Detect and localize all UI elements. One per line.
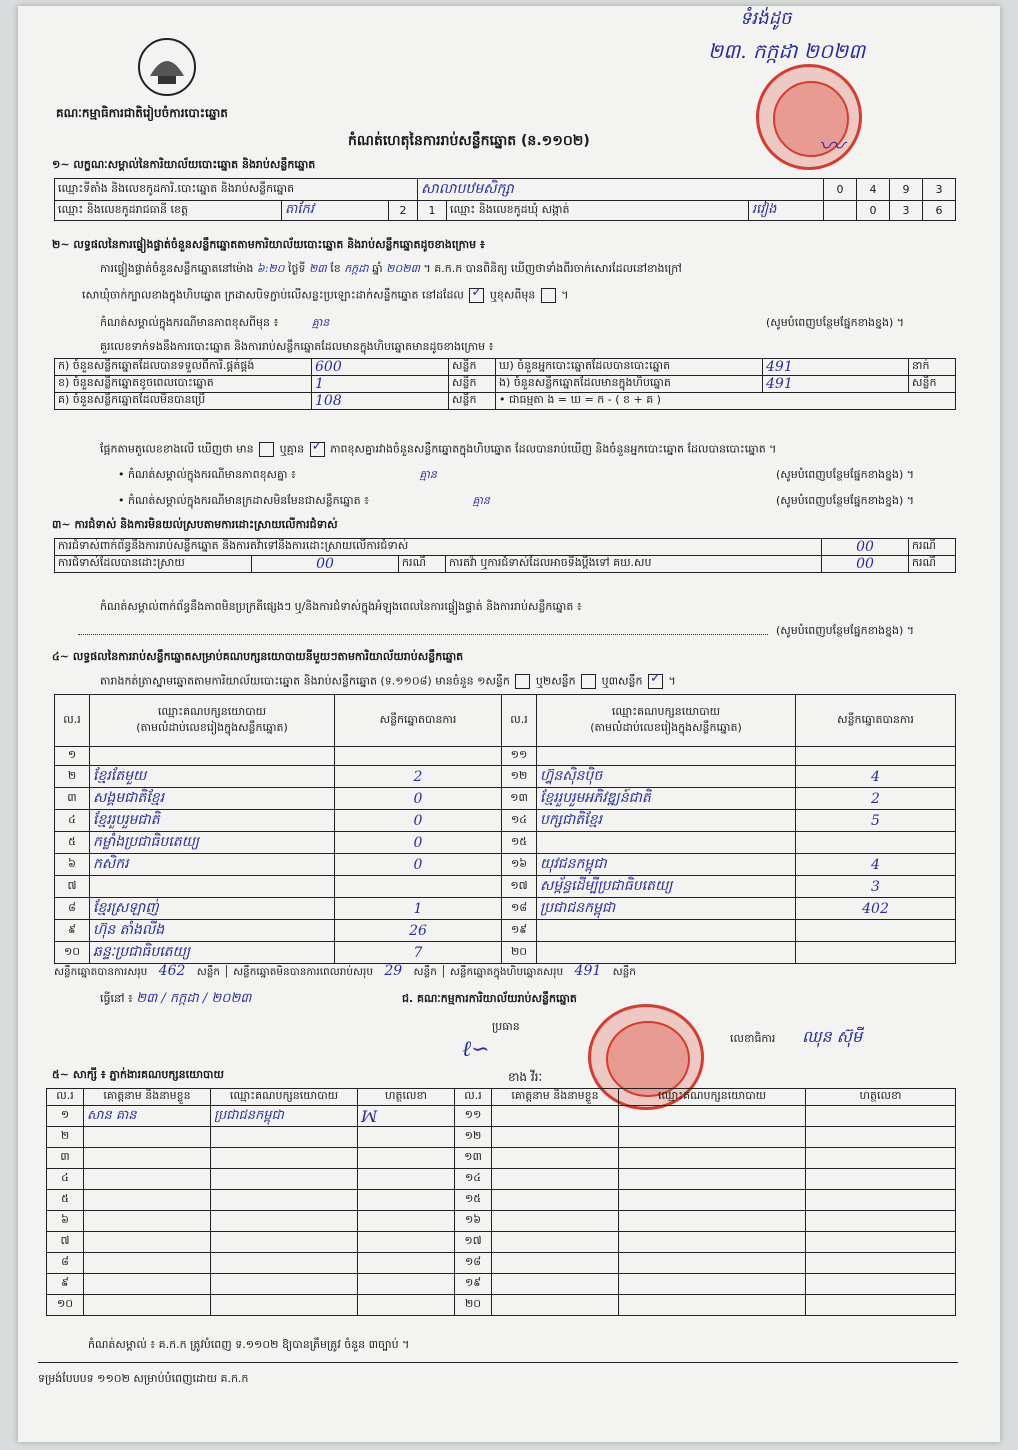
complaint-value: 00 — [822, 539, 909, 556]
party-no: ១៥ — [502, 832, 537, 854]
party-votes: 3 — [796, 876, 956, 898]
witness-row — [47, 1127, 956, 1148]
count-value: 1 — [312, 376, 449, 393]
section1-table — [54, 178, 956, 221]
committee-name: គណៈកម្មាធិការជាតិរៀបចំការបោះឆ្នោត — [56, 106, 228, 120]
code-digit: 0 — [824, 179, 857, 201]
code-digit: 3 — [923, 179, 956, 201]
witness-row — [47, 1190, 956, 1211]
witness-name — [84, 1253, 211, 1274]
count-value: 108 — [312, 393, 449, 410]
witness-signature — [358, 1190, 455, 1211]
witness-no: ១៨ — [455, 1253, 492, 1274]
party-votes: 0 — [335, 854, 502, 876]
count-table — [54, 358, 956, 410]
party-no: ២០ — [502, 942, 537, 964]
witness-row — [47, 1148, 956, 1169]
witness-no: ១៧ — [455, 1232, 492, 1253]
form-sheet — [18, 6, 1000, 1442]
result-row — [55, 810, 956, 832]
fill-tail: (សូមបំពេញបន្ថែមផ្នែកខាងខ្នង) ។ — [776, 494, 915, 507]
witness-name — [492, 1148, 619, 1169]
party-votes: 4 — [796, 854, 956, 876]
witness-party — [211, 1169, 358, 1190]
province-code: 2 — [389, 201, 418, 221]
header-no: ល.រ — [47, 1089, 84, 1106]
party-no: ១០ — [55, 942, 90, 964]
complaint-label: ការជំទាស់ពាក់ព័ន្ធនឹងការរាប់សន្លឹកឆ្នោត និងការតវ៉ាទៅនឹងការដោះស្រាយលើការជំទាស់ — [55, 539, 822, 556]
party-name: ហ៊ុន តាំងលីង — [90, 920, 335, 942]
party-no: ២ — [55, 766, 90, 788]
witness-party — [211, 1190, 358, 1211]
witness-party — [619, 1232, 806, 1253]
code-digit: 9 — [890, 179, 923, 201]
verification-line: ការផ្ទៀងផ្ទាត់ចំនួនសន្លឹកឆ្នោតនៅម៉ោង ៦:២០ ថ្ងៃទី ២៣ ខែ កក្កដា ឆ្នាំ ២០២៣ ។ គ.ក.ក បានពិនិត្យ ឃើញថាទាំងពីរចាក់សោរដែលនៅខាងក្រៅ — [100, 262, 682, 275]
witness-signature — [358, 1148, 455, 1169]
header-no: ល.រ — [455, 1089, 492, 1106]
row1-label: ឈ្មោះទីតាំង និងលេខកូដការិ.បោះឆ្នោត និងរាប់សន្លឹកឆ្នោត — [55, 179, 418, 201]
witness-name — [84, 1190, 211, 1211]
witness-signature — [806, 1127, 956, 1148]
section5-title: ៥~ សាក្សី ៖ ភ្នាក់ងារគណបក្សនយោបាយ — [52, 1068, 225, 1081]
party-votes: 5 — [796, 810, 956, 832]
tally-sheet-line: តារាងកត់ត្រាស្នាមឆ្នោតតាមការិយាល័យបោះឆ្នោត និងរាប់សន្លឹកឆ្នោត (ទ.១១០៨) មានចំនួន ១សន្លឹក ឬ២សន្លឹក ឬ៣សន្លឹក ✓ ។ — [100, 674, 676, 689]
party-name: សម្ព័ន្ធដើម្បីប្រជាធិបតេយ្យ — [537, 876, 796, 898]
party-votes: 402 — [796, 898, 956, 920]
witness-name — [84, 1274, 211, 1295]
party-name — [537, 832, 796, 854]
party-no: ១៣ — [502, 788, 537, 810]
secretary-label: លេខាធិការ — [730, 1032, 776, 1045]
witness-no: ១០ — [47, 1295, 84, 1316]
count-value: 491 — [763, 359, 909, 376]
witness-party: ប្រជាជនកម្ពុជា — [211, 1106, 358, 1127]
result-row — [55, 854, 956, 876]
party-name: ខ្មែរតែមួយ — [90, 766, 335, 788]
witness-party — [619, 1190, 806, 1211]
party-no: ៤ — [55, 810, 90, 832]
witness-party — [619, 1148, 806, 1169]
party-name — [90, 747, 335, 766]
witness-party — [211, 1232, 358, 1253]
party-no: ១៦ — [502, 854, 537, 876]
formula: • ជាធម្មតា ង = ឃ = ក - ( ខ + គ ) — [496, 393, 956, 410]
row1-value: សាលាបឋមសិក្សា — [418, 179, 824, 201]
witness-no: ៨ — [47, 1253, 84, 1274]
witness-no: ២០ — [455, 1295, 492, 1316]
witness-signature — [806, 1253, 956, 1274]
party-votes: 26 — [335, 920, 502, 942]
witness-party — [211, 1274, 358, 1295]
nec-logo-icon — [136, 36, 198, 98]
witness-signature — [358, 1232, 455, 1253]
party-votes: 0 — [335, 810, 502, 832]
section1-title: ១~ លក្ខណៈសម្គាល់នៃការិយាល័យបោះឆ្នោត និងរាប់សន្លឹកឆ្នោត — [52, 158, 316, 171]
result-row — [55, 898, 956, 920]
count-label: ង) ចំនួនសន្លឹកឆ្នោតដែលមានក្នុងហិបឆ្នោត — [496, 376, 763, 393]
party-name: បក្សជាតិខ្មែរ — [537, 810, 796, 832]
commune-code: 0 — [857, 201, 890, 221]
section2-title: ២~ លទ្ធផលនៃការផ្ទៀងផ្ទាត់ចំនួនសន្លឹកឆ្នោតតាមការិយាល័យបោះឆ្នោត និងរាប់សន្លឹកឆ្នោតដូចខាងក្រោម ៖ — [52, 238, 485, 251]
commission-title: ជ. គណៈកម្មការការិយាល័យរាប់សន្លឹកឆ្នោត — [402, 992, 577, 1005]
party-no: ១៨ — [502, 898, 537, 920]
witness-party — [211, 1148, 358, 1169]
witness-name — [492, 1274, 619, 1295]
party-no: ៨ — [55, 898, 90, 920]
count-unit: សន្លឹក — [449, 376, 496, 393]
commune-label: ឈ្មោះ និងលេខកូដឃុំ សង្កាត់ — [447, 201, 749, 221]
party-votes — [796, 747, 956, 766]
header-no: ល.រ — [55, 695, 90, 747]
witness-signature — [806, 1274, 956, 1295]
witness-row — [47, 1295, 956, 1316]
fill-tail: (សូមបំពេញបន្ថែមផ្នែកខាងខ្នង) ។ — [776, 468, 915, 481]
result-row — [55, 832, 956, 854]
witness-table — [46, 1088, 956, 1316]
witness-signature — [358, 1127, 455, 1148]
bullet-difference: • កំណត់សម្គាល់ក្នុងករណីមានភាពខុសគ្នា ៖ គ្មាន — [118, 468, 437, 481]
witness-name — [492, 1295, 619, 1316]
result-row — [55, 876, 956, 898]
count-label: ខ) ចំនួនសន្លឹកឆ្នោតខូចពេលបោះឆ្នោត — [55, 376, 312, 393]
header-votes: សន្លឹកឆ្នោតបានការ — [335, 695, 502, 747]
witness-signature — [806, 1211, 956, 1232]
party-votes: 4 — [796, 766, 956, 788]
commune-code: 3 — [890, 201, 923, 221]
witness-signature — [358, 1253, 455, 1274]
count-value: 600 — [312, 359, 449, 376]
bullet-non-ballot: • កំណត់សម្គាល់ក្នុងករណីមានក្រដាសមិនមែនជាសន្លឹកឆ្នោត ៖ គ្មាន — [118, 494, 490, 507]
commune-value: រវៀង — [748, 201, 823, 221]
witness-no: ៣ — [47, 1148, 84, 1169]
handwritten-note: ទំរង់ដូច — [740, 8, 792, 29]
count-label: គ) ចំនួនសន្លឹកឆ្នោតដែលមិនបានប្រើ — [55, 393, 312, 410]
header-party: ឈ្មោះគណបក្សនយោបាយ (តាមលំដាប់លេខរៀងក្នុងសន្លឹកឆ្នោត) — [537, 695, 796, 747]
result-row — [55, 788, 956, 810]
witness-name — [492, 1127, 619, 1148]
section3-title: ៣~ ការជំទាស់ និងការមិនយល់ស្របតាមការដោះស្រាយលើការជំទាស់ — [52, 518, 338, 531]
party-no: ១៤ — [502, 810, 537, 832]
footer-form-id: ទម្រង់បែបបទ ១១០២ សម្រាប់បំពេញដោយ គ.ក.ក — [38, 1372, 249, 1385]
chair-signature: ℓ∽ — [462, 1037, 490, 1062]
three-sheet-checkbox[interactable] — [648, 674, 663, 689]
witness-party — [211, 1295, 358, 1316]
complaint-unit: ករណី — [909, 539, 956, 556]
party-name: ឆន្ទៈប្រជាធិបតេយ្យ — [90, 942, 335, 964]
dotted-line — [78, 634, 768, 635]
appeal-unit: ករណី — [909, 556, 956, 573]
witness-no: ៧ — [47, 1232, 84, 1253]
witness-name — [492, 1253, 619, 1274]
has-difference-checkbox[interactable] — [259, 442, 274, 457]
witness-party — [619, 1106, 806, 1127]
party-name: ហ្វ៊ុនស៊ិនប៉ិច — [537, 766, 796, 788]
party-votes: 7 — [335, 942, 502, 964]
witness-name — [492, 1232, 619, 1253]
chair-name: ខាង វីរៈ — [508, 1070, 543, 1084]
change-note: កំណត់សម្គាល់ក្នុងករណីមានភាពខុសពីមុន ៖ គ្មាន — [100, 316, 330, 329]
party-no: ៦ — [55, 854, 90, 876]
witness-no: ១៤ — [455, 1169, 492, 1190]
witness-party — [619, 1211, 806, 1232]
party-votes: 1 — [335, 898, 502, 920]
party-votes — [335, 747, 502, 766]
party-no: ១៩ — [502, 920, 537, 942]
irregularity-note: កំណត់សម្គាល់ពាក់ព័ន្ធនឹងភាពមិនប្រក្រតីផ្សេងៗ ឬ/និងការជំទាស់ក្នុងអំឡុងពេលនៃការផ្ទៀងផ្ទាត់ និងការរាប់សន្លឹកឆ្នោត ៖ — [100, 600, 582, 613]
party-no: ១ — [55, 747, 90, 766]
header-party: ឈ្មោះគណបក្សនយោបាយ — [211, 1089, 358, 1106]
two-sheet-checkbox[interactable] — [581, 674, 596, 689]
party-name: ខ្មែររួបរួមជាតិ — [90, 810, 335, 832]
party-no: ៣ — [55, 788, 90, 810]
witness-signature — [806, 1169, 956, 1190]
witness-name — [84, 1295, 211, 1316]
form-title: កំណត់ហេតុនៃការរាប់សន្លឹកឆ្នោត (ន.១១០២) — [348, 133, 590, 149]
party-votes — [796, 832, 956, 854]
witness-signature — [806, 1232, 956, 1253]
row2-label: ឈ្មោះ និងលេខកូដរាជធានី ខេត្ត — [55, 201, 282, 221]
witness-signature — [806, 1148, 956, 1169]
header-no: ល.រ — [502, 695, 537, 747]
party-no: ១២ — [502, 766, 537, 788]
witness-name — [84, 1127, 211, 1148]
party-no: ១៧ — [502, 876, 537, 898]
witness-party — [619, 1274, 806, 1295]
totals-line: សន្លឹកឆ្នោតបានការសរុប 462 សន្លឹក │ សន្លឹកឆ្នោតមិនបានការពេលរាប់សរុប 29 សន្លឹក │ សន្លឹកឆ្នោតក្នុងហិបឆ្នោតសរុប 491 សន្លឹក — [54, 963, 636, 979]
witness-name: សាន គាន — [84, 1106, 211, 1127]
difference-line: ផ្អែកតាមតួលេខខាងលើ ឃើញថា មាន ឬគ្មាន ✓ ភាពខុសគ្នារវាងចំនួនសន្លឹកឆ្នោតក្នុងហិបឆ្នោត ដែលបានរាប់ឃើញ និងចំនួនអ្នកបោះឆ្នោត ដែលបានបោះឆ្នោត ។ — [100, 442, 776, 457]
party-votes: 0 — [335, 832, 502, 854]
witness-row — [47, 1169, 956, 1190]
result-row — [55, 766, 956, 788]
header-party: ឈ្មោះគណបក្សនយោបាយ — [619, 1089, 806, 1106]
witness-party — [619, 1295, 806, 1316]
party-name: កម្លាំងប្រជាធិបតេយ្យ — [90, 832, 335, 854]
witness-party — [211, 1211, 358, 1232]
witness-name — [84, 1169, 211, 1190]
party-no: ៩ — [55, 920, 90, 942]
party-name: ប្រជាជនកម្ពុជា — [537, 898, 796, 920]
witness-row — [47, 1232, 956, 1253]
witness-no: ៤ — [47, 1169, 84, 1190]
count-unit: សន្លឹក — [449, 359, 496, 376]
party-name — [537, 920, 796, 942]
signature-mark: ꟽ — [361, 1106, 378, 1126]
witness-no: ៦ — [47, 1211, 84, 1232]
witness-no: ១៦ — [455, 1211, 492, 1232]
witness-name — [492, 1169, 619, 1190]
party-votes — [796, 920, 956, 942]
chair-label: ប្រធាន — [492, 1020, 520, 1033]
resolved-unit: ករណី — [399, 556, 446, 573]
handwritten-date: ២៣. កក្កដា ២០២៣ — [708, 39, 866, 63]
party-votes: 2 — [335, 766, 502, 788]
appeal-label: ការតវ៉ា ឬការជំទាស់ដែលអាចទឹងប្ដឹងទៅ គឃ.សប — [446, 556, 822, 573]
party-votes: 0 — [335, 788, 502, 810]
results-table — [54, 694, 956, 964]
witness-no: ១២ — [455, 1127, 492, 1148]
no-difference-checkbox[interactable] — [310, 442, 325, 457]
witness-name — [492, 1106, 619, 1127]
official-stamp-top — [756, 64, 862, 170]
party-name: សង្គមជាតិខ្មែរ — [90, 788, 335, 810]
witness-no: ៩ — [47, 1274, 84, 1295]
witness-signature — [806, 1295, 956, 1316]
count-label: ក) ចំនួនសន្លឹកឆ្នោតដែលបានទទួលពីការិ.ផ្គត់ផ្គង់ — [55, 359, 312, 376]
witness-row — [47, 1274, 956, 1295]
party-votes — [796, 942, 956, 964]
party-name: ខ្មែររួបរួមអភិវឌ្ឍន៍ជាតិ — [537, 788, 796, 810]
party-name: ខ្មែរស្រឡាញ់ — [90, 898, 335, 920]
witness-party — [619, 1253, 806, 1274]
appeal-value: 00 — [822, 556, 909, 573]
header-signature: ហត្ថលេខា — [806, 1089, 956, 1106]
province-code: 1 — [418, 201, 447, 221]
witness-name — [84, 1232, 211, 1253]
witness-party — [619, 1127, 806, 1148]
party-votes — [335, 876, 502, 898]
witness-name — [492, 1211, 619, 1232]
unchanged-checkbox[interactable] — [469, 288, 484, 303]
party-no: ៥ — [55, 832, 90, 854]
witness-name — [492, 1190, 619, 1211]
secretary-name: ឈុន ស៊ុមី — [802, 1027, 863, 1046]
header-name: គោត្តនាម និងនាមខ្លួន — [492, 1089, 619, 1106]
witness-name — [84, 1211, 211, 1232]
party-votes: 2 — [796, 788, 956, 810]
witness-signature — [806, 1190, 956, 1211]
complaint-table — [54, 538, 956, 573]
witness-signature — [358, 1211, 455, 1232]
witness-party — [211, 1253, 358, 1274]
witness-signature — [806, 1106, 956, 1127]
result-row — [55, 747, 956, 766]
one-sheet-checkbox[interactable] — [515, 674, 530, 689]
witness-party — [211, 1127, 358, 1148]
province-value: តាកែវ — [282, 201, 389, 221]
witness-row — [47, 1211, 956, 1232]
count-value: 491 — [763, 376, 909, 393]
count-unit: សន្លឹក — [449, 393, 496, 410]
code-digit: 4 — [857, 179, 890, 201]
party-no: ១១ — [502, 747, 537, 766]
commune-code: 6 — [923, 201, 956, 221]
party-name: យុវជនកម្ពុជា — [537, 854, 796, 876]
header-signature: ហត្ថលេខា — [358, 1089, 455, 1106]
witness-no: ១៥ — [455, 1190, 492, 1211]
count-unit: នាក់ — [909, 359, 956, 376]
witness-no: ៥ — [47, 1190, 84, 1211]
fill-tail: (សូមបំពេញបន្ថែមផ្នែកខាងខ្នង) ។ — [776, 624, 915, 637]
resolved-label: ការជំទាស់ដែលបានដោះស្រាយ — [55, 556, 252, 573]
party-name — [90, 876, 335, 898]
seal-line: សោឃុំចាក់ក្បាលខាងក្នុងហិបឆ្នោត ក្រដាសបិទភ្ជាប់លើសន្លះប្រឡោះដាក់សន្លឹកឆ្នោត នៅដដែល ✓ ឬខុសពីមុន ។ — [82, 288, 569, 303]
witness-no: ២ — [47, 1127, 84, 1148]
header-party: ឈ្មោះគណបក្សនយោបាយ (តាមលំដាប់លេខរៀងក្នុងសន្លឹកឆ្នោត) — [90, 695, 335, 747]
party-name — [537, 942, 796, 964]
done-line: ធ្វើនៅ ៖ ២៣ / កក្កដា / ២០២៣ — [100, 991, 252, 1006]
footer-divider — [38, 1362, 958, 1363]
changed-checkbox[interactable] — [541, 288, 556, 303]
witness-no: ១៣ — [455, 1148, 492, 1169]
party-name: កសិករ — [90, 854, 335, 876]
party-no: ៧ — [55, 876, 90, 898]
result-row — [55, 920, 956, 942]
witness-signature — [358, 1106, 455, 1127]
witness-signature — [358, 1274, 455, 1295]
resolved-value: 00 — [252, 556, 399, 573]
witness-no: ១៩ — [455, 1274, 492, 1295]
section4-title: ៤~ លទ្ធផលនៃការរាប់សន្លឹកឆ្នោតសម្រាប់គណបក្សនយោបាយនីមួយៗតាមការិយាល័យរាប់សន្លឹកឆ្នោត — [52, 650, 464, 663]
count-label: ឃ) ចំនួនអ្នកបោះឆ្នោតដែលបានបោះឆ្នោត — [496, 359, 763, 376]
header-name: គោត្តនាម និងនាមខ្លួន — [84, 1089, 211, 1106]
result-row — [55, 942, 956, 964]
count-unit: សន្លឹក — [909, 376, 956, 393]
witness-no: ១១ — [455, 1106, 492, 1127]
header-votes: សន្លឹកឆ្នោតបានការ — [796, 695, 956, 747]
witness-row — [47, 1106, 956, 1127]
signature-top: 〰 — [818, 132, 845, 162]
witness-no: ១ — [47, 1106, 84, 1127]
witness-row — [47, 1253, 956, 1274]
witness-signature — [358, 1169, 455, 1190]
party-name — [537, 747, 796, 766]
count-intro: គួរលេខទាក់ទងនឹងការបោះឆ្នោត និងការរាប់សន្លឹកឆ្នោតដែលមានក្នុងហិបឆ្នោតមានដូចខាងក្រោម ៖ — [100, 340, 494, 353]
witness-name — [84, 1148, 211, 1169]
footer-note: កំណត់សម្គាល់ ៖ គ.ក.ក ត្រូវបំពេញ ទ.១១០២ ឱ្យបានត្រឹមត្រូវ ចំនួន ៣ច្បាប់ ។ — [88, 1338, 410, 1351]
witness-party — [619, 1169, 806, 1190]
witness-signature — [358, 1295, 455, 1316]
change-note-tail: (សូមបំពេញបន្ថែមផ្នែកខាងខ្នង) ។ — [766, 316, 905, 329]
